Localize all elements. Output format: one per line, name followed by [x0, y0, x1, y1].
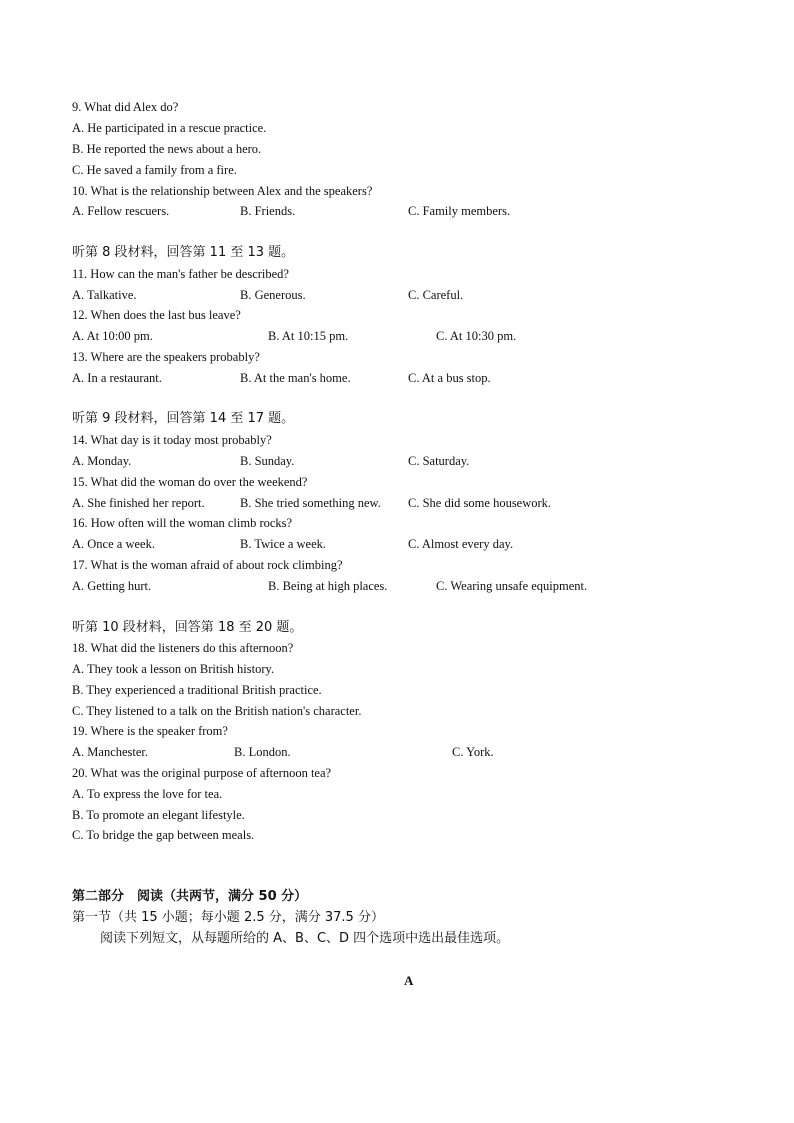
question-18-option-a: A. They took a lesson on British history.	[72, 662, 275, 676]
question-18-option-b: B. They experienced a traditional British practice.	[72, 683, 322, 697]
question-15-option-a: A. She finished her report.	[72, 496, 205, 510]
question-15-stem: 15. What did the woman do over the weekend?	[72, 475, 308, 489]
section-9-header: 听第 9 段材料，回答第 14 至 17 题。	[72, 411, 295, 426]
question-19-option-c: C. York.	[452, 745, 494, 759]
part-2-instruction: 阅读下列短文，从每题所给的 A、B、C、D 四个选项中选出最佳选项。	[100, 931, 510, 946]
question-20-option-b: B. To promote an elegant lifestyle.	[72, 808, 245, 822]
question-19-stem: 19. Where is the speaker from?	[72, 724, 228, 738]
question-9-option-c: C. He saved a family from a fire.	[72, 163, 237, 177]
question-16-stem: 16. How often will the woman climb rocks?	[72, 516, 293, 530]
question-11-option-c: C. Careful.	[408, 288, 464, 302]
question-17-option-b: B. Being at high places.	[268, 579, 388, 593]
question-14-option-b: B. Sunday.	[240, 454, 295, 468]
question-18-option-c: C. They listened to a talk on the British nation's character.	[72, 704, 362, 718]
question-10-option-b: B. Friends.	[240, 204, 296, 218]
question-16-option-b: B. Twice a week.	[240, 537, 327, 551]
question-12-stem: 12. When does the last bus leave?	[72, 308, 241, 322]
question-18-stem: 18. What did the listeners do this afternoon?	[72, 641, 294, 655]
question-11-stem: 11. How can the man's father be described?	[72, 267, 289, 281]
question-11-option-a: A. Talkative.	[72, 288, 137, 302]
question-13-option-c: C. At a bus stop.	[408, 371, 491, 385]
question-14-stem: 14. What day is it today most probably?	[72, 433, 272, 447]
question-12-option-c: C. At 10:30 pm.	[436, 329, 517, 343]
question-20-option-c: C. To bridge the gap between meals.	[72, 828, 255, 842]
question-12-option-a: A. At 10:00 pm.	[72, 329, 153, 343]
question-12-option-b: B. At 10:15 pm.	[268, 329, 349, 343]
question-9-option-a: A. He participated in a rescue practice.	[72, 121, 267, 135]
question-13-stem: 13. Where are the speakers probably?	[72, 350, 260, 364]
question-20-stem: 20. What was the original purpose of afternoon tea?	[72, 766, 332, 780]
question-17-option-a: A. Getting hurt.	[72, 579, 152, 593]
question-10-option-a: A. Fellow rescuers.	[72, 204, 170, 218]
part-2-section-1: 第一节（共 15 小题；每小题 2.5 分，满分 37.5 分）	[72, 910, 384, 925]
question-10-stem: 10. What is the relationship between Alex and the speakers?	[72, 184, 373, 198]
part-2-title: 第二部分 阅读（共两节，满分 50 分）	[72, 889, 308, 904]
section-8-header: 听第 8 段材料，回答第 11 至 13 题。	[72, 245, 295, 260]
question-14-option-a: A. Monday.	[72, 454, 132, 468]
section-10-header: 听第 10 段材料，回答第 18 至 20 题。	[72, 620, 303, 635]
question-19-option-a: A. Manchester.	[72, 745, 149, 759]
question-9-option-b: B. He reported the news about a hero.	[72, 142, 262, 156]
question-17-stem: 17. What is the woman afraid of about rock climbing?	[72, 558, 343, 572]
question-15-option-b: B. She tried something new.	[240, 496, 381, 510]
question-16-option-a: A. Once a week.	[72, 537, 155, 551]
question-20-option-a: A. To express the love for tea.	[72, 787, 223, 801]
question-9-stem: 9. What did Alex do?	[72, 100, 179, 114]
passage-label: A	[404, 973, 414, 988]
question-15-option-c: C. She did some housework.	[408, 496, 552, 510]
question-13-option-b: B. At the man's home.	[240, 371, 351, 385]
question-11-option-b: B. Generous.	[240, 288, 306, 302]
question-10-option-c: C. Family members.	[408, 204, 511, 218]
question-14-option-c: C. Saturday.	[408, 454, 470, 468]
question-13-option-a: A. In a restaurant.	[72, 371, 162, 385]
question-19-option-b: B. London.	[234, 745, 291, 759]
question-17-option-c: C. Wearing unsafe equipment.	[436, 579, 588, 593]
question-16-option-c: C. Almost every day.	[408, 537, 514, 551]
